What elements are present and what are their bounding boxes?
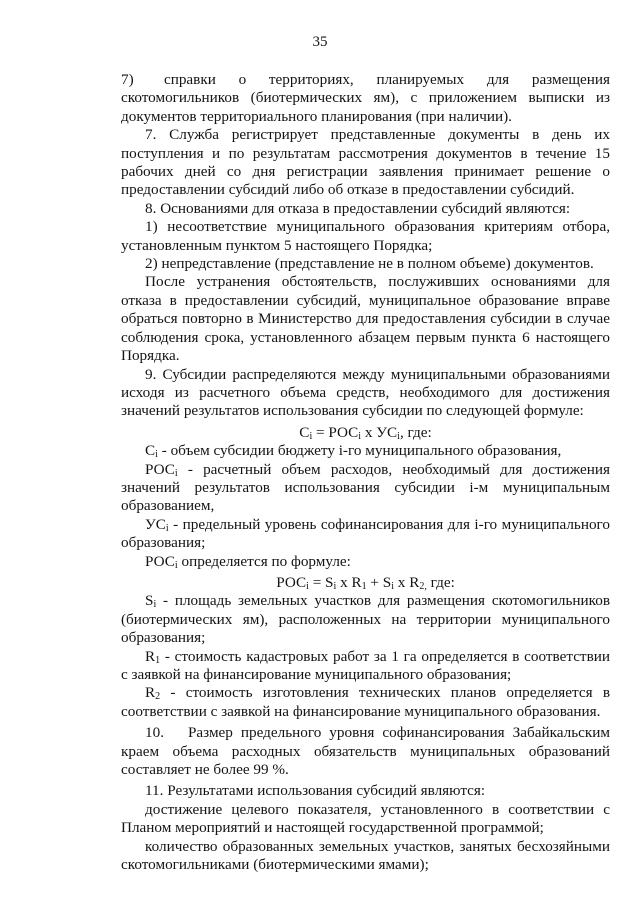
subscript: 1: [155, 654, 161, 666]
text-run: S: [145, 592, 154, 610]
text-run: После устранения обстоятельств, послуживших основаниями для отказа в предоставлении субсидий, муниципальное образование вправе обраться повторно в Министерство для предоставления субсидии в случае соблюдения срока, установленного абзацем первым пункта 6 настоящего Порядка.: [121, 273, 610, 365]
text-run: 9. Субсидии распределяются между муниципальными образованиями исходя из расчетного объема средств, необходимого для достижения значений результатов использования субсидии по следующей формуле:: [121, 365, 610, 420]
subscript: i: [155, 449, 158, 461]
paragraph-p8: [121, 200, 610, 218]
paragraph-d-ci: [121, 442, 610, 460]
text-run: 7. Служба регистрирует представленные документы в день их поступления и по результатам рассмотрения документов в течение 15 рабочих дней со дня регистрации заявления принимает решение о предоставлении субсидий либо об отказе в предоставлении субсидий.: [121, 126, 610, 199]
text-run: - предельный уровень софинансирования для i-го муниципального образования;: [121, 515, 610, 552]
paragraph-d-roc: [121, 461, 610, 516]
paragraph-p8-after: [121, 273, 610, 365]
text-run: где:: [426, 573, 455, 591]
subscript: i: [397, 430, 400, 442]
paragraph-d-uc: [121, 516, 610, 553]
text-run: - стоимость изготовления технических планов определяется в соответствии с заявкой на финансирование муниципального образования.: [121, 684, 610, 720]
paragraph-d-r2: [121, 684, 610, 721]
paragraph-d-r1: [121, 648, 610, 685]
subscript: i: [309, 430, 313, 442]
text-run: R: [145, 684, 156, 702]
text-run: РОС: [276, 573, 307, 591]
paragraph-p8-2: [121, 255, 610, 273]
subscript: i: [153, 599, 157, 611]
subscript: i: [306, 580, 309, 592]
subscript: i: [358, 430, 362, 442]
text-run: 2) непредставление (представление не в полном объеме) документов.: [145, 255, 594, 273]
paragraph-p11: [121, 782, 610, 800]
text-run: - объем субсидии бюджету i-го муниципального образования,: [157, 442, 562, 460]
text-run: x УС: [361, 423, 398, 441]
text-run: 10. Размер предельного уровня софинансирования Забайкальским краем объема расходных обязательств муниципальных образований составляет не более 99 %.: [121, 724, 610, 779]
text-run: x R: [336, 573, 362, 591]
subscript: i: [174, 467, 178, 479]
text-run: , где:: [399, 423, 432, 441]
text-run: R: [145, 647, 156, 665]
text-run: 8. Основаниями для отказа в предоставлении субсидий являются:: [145, 199, 571, 217]
text-run: C: [145, 442, 156, 460]
paragraph-p11-2: [121, 838, 610, 875]
paragraph-p10: [121, 724, 610, 779]
text-run: - стоимость кадастровых работ за 1 га определяется в соответствии с заявкой на финансирование муниципального образования;: [121, 647, 610, 683]
paragraph-f2: [121, 574, 610, 592]
paragraph-d-si: [121, 592, 610, 647]
text-run: 11. Результатами использования субсидий являются:: [145, 782, 486, 800]
text-run: РОС: [145, 552, 175, 570]
subscript: i: [165, 522, 169, 534]
text-run: + S: [366, 573, 392, 591]
text-run: количество образованных земельных участков, занятых бесхозяйными скотомогильниками (биотермическими ямами);: [121, 837, 610, 874]
subscript: 1: [361, 580, 367, 592]
subscript: i: [174, 559, 178, 571]
subscript: i: [333, 580, 337, 592]
text-run: = S: [308, 573, 334, 591]
text-run: РОС: [145, 460, 175, 478]
paragraph-roc-def: [121, 553, 610, 571]
paragraph-p11-1: [121, 801, 610, 838]
paragraph-p7: [121, 126, 610, 200]
paragraph-p7a: [121, 71, 610, 126]
text-run: УС: [145, 515, 166, 533]
document-body: [121, 71, 610, 874]
text-run: - расчетный объем расходов, необходимый для достижения значений результатов использования субсидии i-м муниципальным образованием,: [121, 460, 610, 515]
text-run: определяется по формуле:: [177, 552, 351, 570]
text-run: x R: [394, 573, 420, 591]
text-run: - площадь земельных участков для размещения скотомогильников (биотермических ям), расположенных на территории муниципального образования;: [121, 592, 610, 647]
text-run: = РОС: [312, 423, 359, 441]
text-run: 7) справки о территориях, планируемых для размещения скотомогильников (биотермических ям), с приложением выписки из документов территориального планирования (при наличии).: [121, 71, 610, 125]
text-run: C: [299, 423, 310, 441]
subscript: 2: [155, 691, 161, 703]
text-run: 1) несоответствие муниципального образования критериям отбора, установленным пунктом 5 настоящего Порядка;: [121, 218, 610, 254]
paragraph-p9: [121, 366, 610, 421]
paragraph-f1: [121, 424, 610, 442]
page-number: 35: [312, 34, 328, 50]
paragraph-p8-1: [121, 218, 610, 255]
subscript: 2,: [419, 580, 427, 592]
text-run: достижение целевого показателя, установленного в соответствии с Планом мероприятий и настоящей государственной программой;: [121, 800, 610, 837]
subscript: i: [391, 580, 394, 592]
